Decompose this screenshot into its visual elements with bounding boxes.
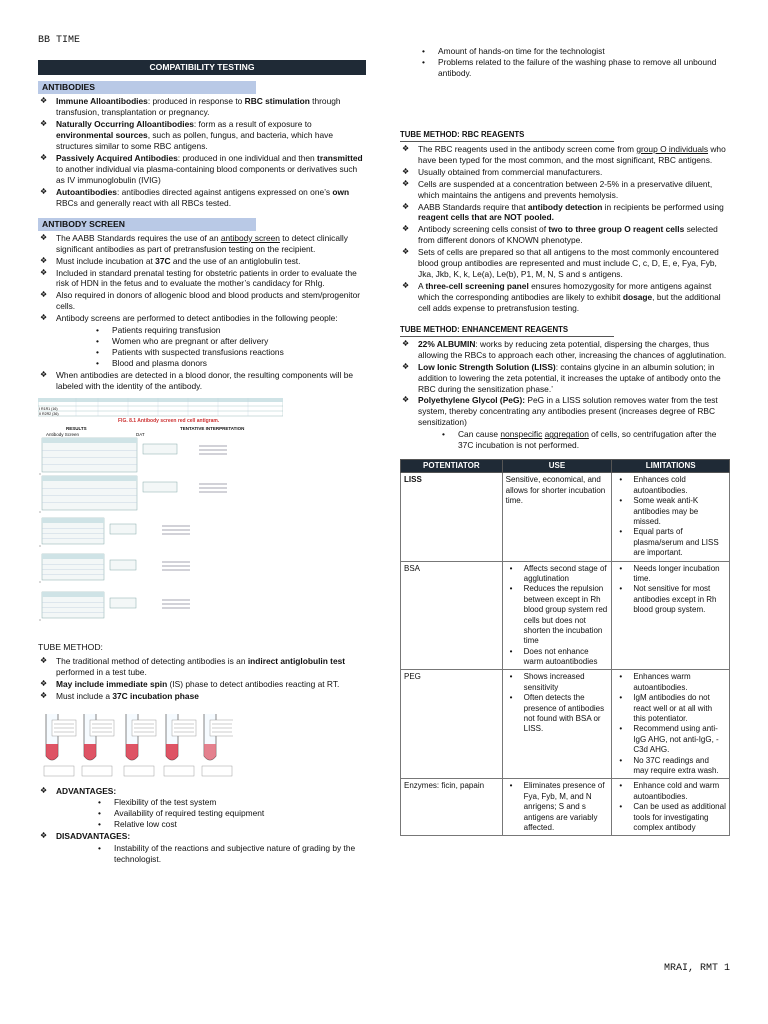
right-column xyxy=(400,45,730,836)
list-item: • Problems related to the failure of the washing phase to remove all unbound antibody. xyxy=(380,57,730,79)
list-item: • Needs longer incubation time. xyxy=(615,564,726,585)
section-antibodies-heading: ANTIBODIES xyxy=(38,81,256,94)
results-panel xyxy=(39,554,190,582)
list-item: ❖ A three-cell screening panel ensures homozygosity for more antigens against which the corresponding antibodies are likely to exhibit dosage, but the additional cell adds expense to pretransfusion testing. xyxy=(400,281,730,314)
results-figure xyxy=(38,426,366,638)
interpretation-label: TENTATIVE INTERPRETATION xyxy=(180,425,245,431)
list-item: ❖ Passively Acquired Antibodies: produced in one individual and then transmitted to another individual via plasma-containing blood components or derivatives such as IV immunoglobulin (IVIG) xyxy=(38,153,366,186)
list-item: • Equal parts of plasma/serum and LISS are important. xyxy=(615,527,726,558)
potentiator-cell: LISS xyxy=(401,473,503,561)
table-row xyxy=(401,561,730,670)
list-item: • Flexibility of the test system xyxy=(56,797,366,808)
list-item: • Patients with suspected transfusions reactions xyxy=(56,347,366,358)
list-item: • Availability of required testing equipment xyxy=(56,808,366,819)
list-item: ❖ DISADVANTAGES: • Instability of the reactions and subjective nature of grading by the technologist. xyxy=(38,831,366,865)
list-item: • Eliminates presence of Fya, Fyb, M, and N anrigens; S and s antigens are variably affected. xyxy=(506,781,609,833)
test-tube-icon xyxy=(202,714,233,776)
list-item: ❖ Low Ionic Strength Solution (LISS): contains glycine in an albumin solution; in addition to lowering the zeta potential, it increases the uptake of antibody onto the RBC during the sensitization phase.’ xyxy=(400,362,730,395)
test-tubes-image xyxy=(38,710,233,778)
test-tube-icon xyxy=(164,714,196,776)
rbc-reagents-list xyxy=(400,144,730,314)
list-item: ❖ Sets of cells are prepared so that all antigens to the most commonly encountered blood group antibodies are represented and must include C, c, D, E, e, Fya, Fyb, Jka, Jkb, K, k, Le(a), Le(b), P1, M, N, S and s antigens. xyxy=(400,247,730,280)
list-item: • IgM antibodies do not react well or at all with this potentiator. xyxy=(615,693,726,724)
rbc-reagents-heading: TUBE METHOD: RBC REAGENTS xyxy=(400,130,614,142)
test-tube-icon xyxy=(82,714,114,776)
list-item: ❖ 22% ALBUMIN: works by reducing zeta potential, dispersing the charges, thus allowing the RBCs to approach each other, increasing the chances of agglutination. xyxy=(400,339,730,361)
list-item: ❖ The AABB Standards requires the use of an antibody screen to detect clinically significant antibodies as part of pretransfusion testing on the recipient. xyxy=(38,233,366,255)
list-item: • Can cause nonspecific aggregation of cells, so centrifugation after the 37C incubation is not performed. xyxy=(400,429,730,451)
list-item: • Enhance cold and warm autoantibodies. xyxy=(615,781,726,802)
use-cell xyxy=(502,670,612,779)
table-header: USE xyxy=(502,460,612,473)
test-tubes-figure xyxy=(38,710,366,780)
page-footer: MRAI, RMT 1 xyxy=(663,963,730,974)
potentiator-table xyxy=(400,459,730,836)
list-item: ❖ Antibody screening cells consist of two to three group O reagent cells selected from different donors of KNOWN phenotype. xyxy=(400,224,730,246)
section-antibody-screen-heading: ANTIBODY SCREEN xyxy=(38,218,256,231)
test-tube-icon xyxy=(44,714,76,776)
list-item: • Reduces the repulsion between except in Rh blood group system red cells but does not shorten the incubation time xyxy=(506,584,609,646)
antigram-figure xyxy=(38,398,366,424)
list-item: • Does not enhance warm autoantibodies xyxy=(506,647,609,668)
limitations-cell xyxy=(612,779,730,836)
list-item: • Often detects the presence of antibodies not found with BSA or LISS. xyxy=(506,693,609,735)
list-item: • Enhances cold autoantibodies. xyxy=(615,475,726,496)
list-item: • Affects second stage of agglutination xyxy=(506,564,609,585)
potentiator-cell: BSA xyxy=(401,561,503,670)
list-item: ❖ ADVANTAGES: • Flexibility of the test system • Availability of required testing equipment • Relative low cost xyxy=(38,786,366,831)
use-cell: Sensitive, economical, and allows for shorter incubation time. xyxy=(502,473,612,561)
results-panels-image xyxy=(38,426,288,638)
list-item: ❖ Polyethylene Glycol (PeG): PeG in a LISS solution removes water from the test system, thereby concentrating any antibodies present (increases degree of RBC sensitization) • Can cause nonspecific aggregation of cells, so centrifugation after the 37C incubation is not performed. xyxy=(400,395,730,451)
results-panel xyxy=(39,518,190,546)
figure-caption: FIG. 8.1 Antibody screen red cell antigram. xyxy=(118,417,220,424)
potentiator-cell: Enzymes: ficin, papain xyxy=(401,779,503,836)
limitations-cell xyxy=(612,561,730,670)
results-panel xyxy=(39,438,227,474)
list-item: ❖ Must include a 37C incubation phase xyxy=(38,691,366,702)
table-row xyxy=(401,670,730,779)
people-list xyxy=(56,325,366,369)
antigram-row-2: II R2R2 (36) xyxy=(39,411,59,416)
list-item: ❖ Naturally Occurring Alloantibodies: form as a result of exposure to environmental sources, such as pollen, fungus, and bacteria, which have structures similar to some RBC antigens. xyxy=(38,119,366,152)
advantages-items xyxy=(56,797,366,830)
list-item: • No 37C readings and may require extra wash. xyxy=(615,756,726,777)
tube-method-heading: TUBE METHOD: xyxy=(38,641,103,652)
list-item: ❖ May include immediate spin (IS) phase to detect antibodies reacting at RT. xyxy=(38,679,366,690)
list-item: ❖ The traditional method of detecting antibodies is an indirect antiglobulin test performed in a test tube. xyxy=(38,656,366,678)
page-title: COMPATIBILITY TESTING xyxy=(38,60,366,75)
antibodies-list xyxy=(38,96,366,208)
list-item: ❖ AABB Standards require that antibody detection in recipients be performed using reagent cells that are NOT pooled. xyxy=(400,202,730,224)
list-item: ❖ Usually obtained from commercial manufacturers. xyxy=(400,167,730,178)
left-column xyxy=(38,44,366,866)
list-item: • Enhances warm autoantibodies. xyxy=(615,672,726,693)
test-tube-icon xyxy=(124,714,156,776)
list-item: ❖ Also required in donors of allogenic blood and blood products and stem/progenitor cells. xyxy=(38,290,366,312)
limitations-cell xyxy=(612,473,730,561)
list-item: ❖ Immune Alloantibodies: produced in response to RBC stimulation through transfusion, transplantation or pregnancy. xyxy=(38,96,366,118)
disadvantages-items xyxy=(56,843,366,865)
results-panel xyxy=(39,476,227,512)
list-item: ❖ The RBC reagents used in the antibody screen come from group O individuals who have been typed for the most common, and the most significant, RBC antigens. xyxy=(400,144,730,166)
list-item: • Recommend using anti-IgG AHG, not anti-IgG, -C3d AHG. xyxy=(615,724,726,755)
list-item: ❖ Must include incubation at 37C and the use of an antiglobulin test. xyxy=(38,256,366,267)
enhancement-reagents-heading: TUBE METHOD: ENHANCEMENT REAGENTS xyxy=(400,325,614,337)
tube-method-list xyxy=(38,656,366,702)
list-item: • Amount of hands-on time for the technologist xyxy=(380,46,730,57)
list-item: • Can be used as additional tools for investigating complex antibody xyxy=(615,802,726,833)
results-panel xyxy=(39,592,190,620)
list-item: • Blood and plasma donors xyxy=(56,358,366,369)
list-item: • Shows increased sensitivity xyxy=(506,672,609,693)
list-item: ❖ Cells are suspended at a concentration between 2-5% in a preservative diluent, which maintains the antigens and prevents hemolysis. xyxy=(400,179,730,201)
enhancement-reagents-list xyxy=(400,339,730,451)
limitations-cell xyxy=(612,670,730,779)
use-cell xyxy=(502,779,612,836)
results-label: RESULTS xyxy=(66,425,87,431)
list-item: • Some weak anti-K antibodies may be missed. xyxy=(615,496,726,527)
antigram-row-1: I R1R1 (16) xyxy=(39,406,58,411)
antigram-table-image xyxy=(38,398,283,418)
list-item: ❖ Autoantibodies: antibodies directed against antigens expressed on one’s own RBCs and generally react with all RBCs tested. xyxy=(38,187,366,209)
advantages-list xyxy=(38,786,366,865)
list-item: ❖ When antibodies are detected in a blood donor, the resulting components will be labeled with the identity of the antibody. xyxy=(38,370,366,392)
peg-sub-list xyxy=(400,429,730,451)
list-item: • Patients requiring transfusion xyxy=(56,325,366,336)
list-item: ❖ Included in standard prenatal testing for obstetric patients in order to evaluate the risk of HDN in the fetus and to evaluate the mother’s candidacy for RhIg. xyxy=(38,268,366,290)
table-header: POTENTIATOR xyxy=(401,460,503,473)
table-row xyxy=(401,779,730,836)
washing-bullets xyxy=(380,46,730,79)
antibody-screen-list xyxy=(38,233,366,392)
antibody-screen-label: Antibody Screen xyxy=(46,431,80,437)
potentiator-cell: PEG xyxy=(401,670,503,779)
table-row xyxy=(401,473,730,561)
list-item: • Instability of the reactions and subjective nature of grading by the technologist. xyxy=(56,843,366,865)
list-item: ❖ Antibody screens are performed to detect antibodies in the following people: • Patients requiring transfusion • Women who are pregnant or after delivery • Patients with suspected transfusions reactions • Blood and plasma donors xyxy=(38,313,366,369)
table-header: LIMITATIONS xyxy=(612,460,730,473)
list-item: • Not sensitive for most antibodies except in Rh blood group system. xyxy=(615,584,726,615)
list-item: • Women who are pregnant or after delivery xyxy=(56,336,366,347)
page-header: BB TIME xyxy=(38,35,81,46)
list-item: • Relative low cost xyxy=(56,819,366,830)
dat-label: DAT xyxy=(136,431,145,437)
use-cell xyxy=(502,561,612,670)
